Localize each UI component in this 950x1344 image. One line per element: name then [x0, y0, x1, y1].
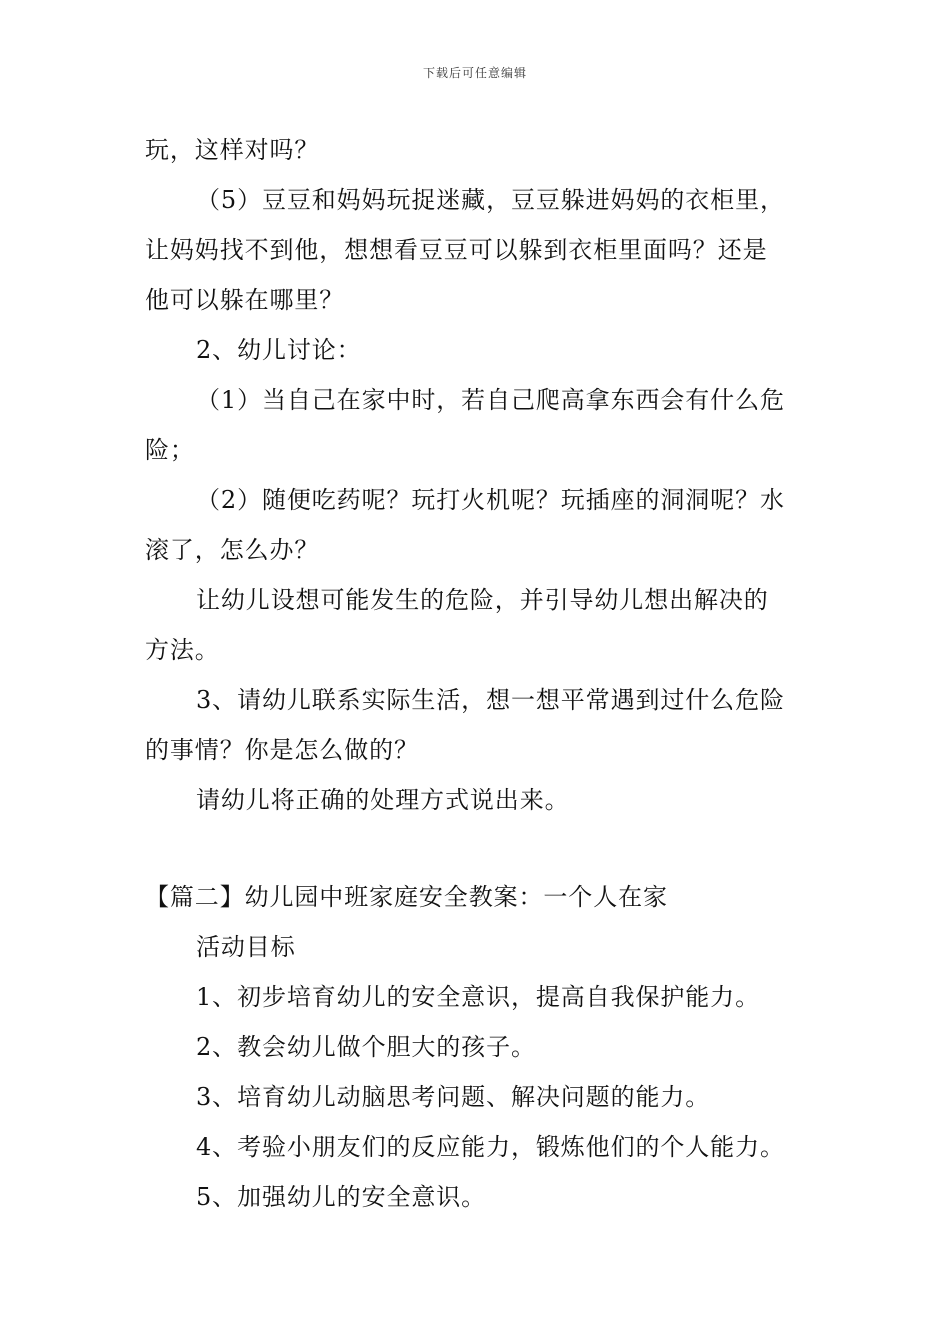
paragraph-line: 滚了，怎么办？ — [145, 536, 320, 564]
paragraph-line: 方法。 — [145, 636, 220, 664]
section-heading: 【篇二】幼儿园中班家庭安全教案：一个人在家 — [145, 883, 668, 911]
paragraph-line: 的事情？你是怎么做的？ — [145, 736, 419, 764]
list-item: 4、考验小朋友们的反应能力，锻炼他们的个人能力。 — [196, 1133, 785, 1161]
list-item: 5、加强幼儿的安全意识。 — [196, 1183, 487, 1211]
list-item: 1、初步培育幼儿的安全意识，提高自我保护能力。 — [196, 983, 760, 1011]
page-header: 下载后可任意编辑 — [422, 66, 527, 80]
paragraph-line: 让幼儿设想可能发生的危险，并引导幼儿想出解决的 — [196, 586, 769, 614]
subsection-heading: 活动目标 — [196, 933, 296, 961]
paragraph-line: 险； — [145, 436, 195, 464]
paragraph-line: （2）随便吃药呢？玩打火机呢？玩插座的洞洞呢？水 — [196, 486, 785, 514]
paragraph-line: 3、请幼儿联系实际生活，想一想平常遇到过什么危险 — [196, 686, 785, 714]
paragraph-line: 2、幼儿讨论： — [196, 336, 362, 364]
list-item: 3、培育幼儿动脑思考问题、解决问题的能力。 — [196, 1083, 711, 1111]
paragraph-line: 玩，这样对吗？ — [145, 136, 320, 164]
paragraph-line: 让妈妈找不到他，想想看豆豆可以躲到衣柜里面吗？还是 — [145, 236, 768, 264]
paragraph-line: （1）当自己在家中时，若自己爬高拿东西会有什么危 — [196, 386, 785, 414]
paragraph-line: 他可以躲在哪里？ — [145, 286, 345, 314]
paragraph-line: 请幼儿将正确的处理方式说出来。 — [196, 786, 570, 814]
paragraph-line: （5）豆豆和妈妈玩捉迷藏，豆豆躲进妈妈的衣柜里， — [196, 186, 785, 214]
list-item: 2、教会幼儿做个胆大的孩子。 — [196, 1033, 536, 1061]
